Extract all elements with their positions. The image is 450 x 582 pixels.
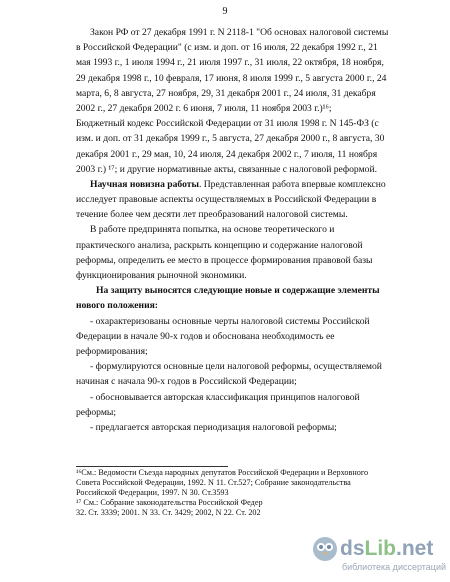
footnote-line: ¹⁶См.: Ведомости Съезда народных депутатов Российской Федерации и Верховного xyxy=(76,468,369,477)
text-line: практического анализа, раскрыть концепцию и содержание налоговой xyxy=(76,239,363,251)
body-text xyxy=(76,25,414,435)
footnote-line: 32. Ст. 3339; 2001. N 33. Ст. 3429; 2002, N 22. Ст. 202 xyxy=(76,508,261,518)
page-number: 9 xyxy=(222,6,228,17)
text-line: - обосновывается авторская классификация принципов налоговой xyxy=(90,391,360,403)
text-segment: . Представленная работа впервые комплексно xyxy=(198,178,386,190)
dslib-watermark xyxy=(312,536,447,576)
text-line: - предлагается авторская периодизация налоговой реформы; xyxy=(90,421,337,433)
text-line: Закон РФ от 27 декабря 1991 г. N 2118-1 "Об основах налоговой системы xyxy=(90,27,389,38)
text-line: в Российской Федерации" (с изм. и доп. от 16 июля, 22 декабря 1992 г., 21 xyxy=(76,42,378,54)
footnote-line: Российской Федерации, 1997. N 30. Ст.3593 xyxy=(76,488,229,498)
text-line: 2002 г., 27 декабря 2002 г. 6 июня, 7 июля, 11 ноября 2003 г.)¹⁶; xyxy=(76,102,332,114)
bold-text: Научная новизна работы xyxy=(90,178,199,190)
footnote-divider xyxy=(76,466,228,467)
text-line: исследует правовые аспекты осуществляемых в Российской Федерации в xyxy=(76,194,377,206)
text-line: - охарактеризованы основные черты налоговой системы Российской xyxy=(90,315,370,327)
footnote-line: ¹⁷ См.: Собрание законодательства Российской Федер xyxy=(76,498,263,508)
text-line: начиная с начала 90-х годов в Российской Федерации; xyxy=(76,376,297,388)
text-line: нового положения: xyxy=(76,300,158,312)
text-line xyxy=(76,177,414,192)
watermark-title: dsLib.net xyxy=(340,537,434,560)
owl-logo-icon xyxy=(312,536,338,562)
text-line: изм. и доп. от 31 декабря 1999 г., 5 августа, 27 декабря 2000 г., 8 августа, 30 xyxy=(76,133,385,145)
text-line: функционирования рыночной экономики. xyxy=(76,270,247,281)
text-line: 2003 г.) ¹⁷; и другие нормативные акты, связанные с налоговой реформой. xyxy=(76,163,377,175)
text-line: реформы, определить ее место в процессе формирования правовой базы xyxy=(76,254,373,266)
text-line: мая 1993 г., 1 июля 1994 г., 21 июля 1997 г., 31 июля, 22 октября, 18 ноября, xyxy=(76,57,384,69)
text-line: - формулируются основные цели налоговой реформы, осуществляемой xyxy=(90,361,382,373)
text-line: декабря 2001 г., 29 мая, 10, 24 июля, 24 декабря 2002 г., 7 июля, 11 ноября xyxy=(76,148,378,160)
text-line: течение более чем десяти лет преобразований налоговой системы. xyxy=(76,209,348,221)
watermark-subtitle: библиотека диссертаций xyxy=(342,562,447,572)
text-line: Бюджетный кодекс Российской Федерации от 31 июля 1998 г. N 145-ФЗ (с xyxy=(76,118,379,130)
footnote-line: Совета Российской Федерации, 1992. N 11. Ст.527; Собрание законодательства xyxy=(76,478,351,488)
text-line: На защиту выносятся следующие новые и содержащие элементы xyxy=(96,285,380,297)
text-line: реформы; xyxy=(76,406,117,418)
text-line: 29 декабря 1998 г., 10 февраля, 17 июня, 8 июля 1999 г., 5 августа 2000 г., 24 xyxy=(76,72,387,84)
text-line: реформирования; xyxy=(76,345,148,357)
text-line: Федерации в начале 90-х годов и обоснована необходимость ее xyxy=(76,330,335,342)
text-line: марта, 6, 8 августа, 27 ноября, 29, 31 декабря 2001 г., 24 июля, 31 декабря xyxy=(76,87,376,99)
text-line: В работе предпринята попытка, на основе теоретического и xyxy=(90,224,335,236)
footnotes xyxy=(76,468,376,518)
